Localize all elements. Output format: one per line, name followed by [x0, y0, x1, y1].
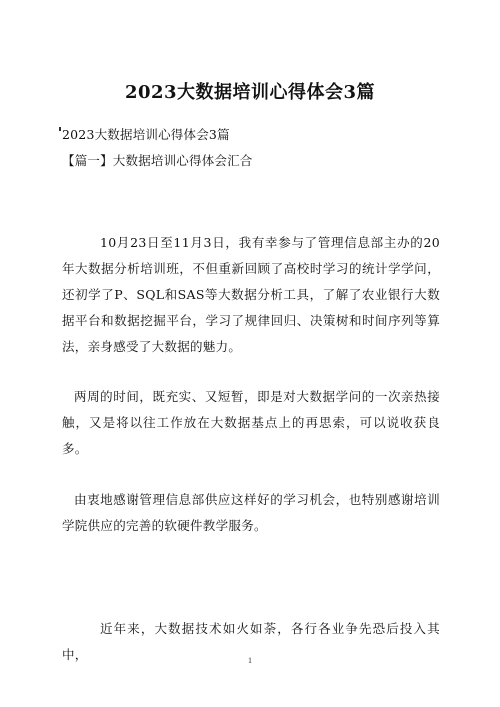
margin-mark	[59, 127, 61, 131]
section-heading: 【篇一】大数据培训心得体会汇合	[62, 153, 253, 168]
paragraph-2: 两周的时间，既充实、又短暂，即是对大数据学问的一次亲热接触，又是将以往工作放在大数据基点上的再思索，可以说收获良多。	[62, 389, 440, 456]
page-number: 1	[248, 656, 252, 665]
paragraph-4: 近年来，大数据技术如火如荼，各行各业争先恐后投入其中，	[62, 621, 440, 662]
paragraph-3: 由衷地感谢管理信息部供应这样好的学习机会，也特别感谢培训学院供应的完善的软硬件教学服务。	[62, 492, 440, 533]
paragraph-1: 10月23日至11月3日，我有幸参与了管理信息部主办的20年大数据分析培训班，不但重新回顾了高校时学习的统计学学问，还初学了P、SQL和SAS等大数据分析工具，了解了农业银行大数据平台和数据挖掘平台，学习了规律回归、决策树和时间序列等算法，亲身感受了大数据的魅力。	[62, 235, 440, 354]
document-title: 2023大数据培训心得体会3篇	[124, 82, 376, 103]
document-subtitle: 2023大数据培训心得体会3篇	[62, 127, 230, 142]
